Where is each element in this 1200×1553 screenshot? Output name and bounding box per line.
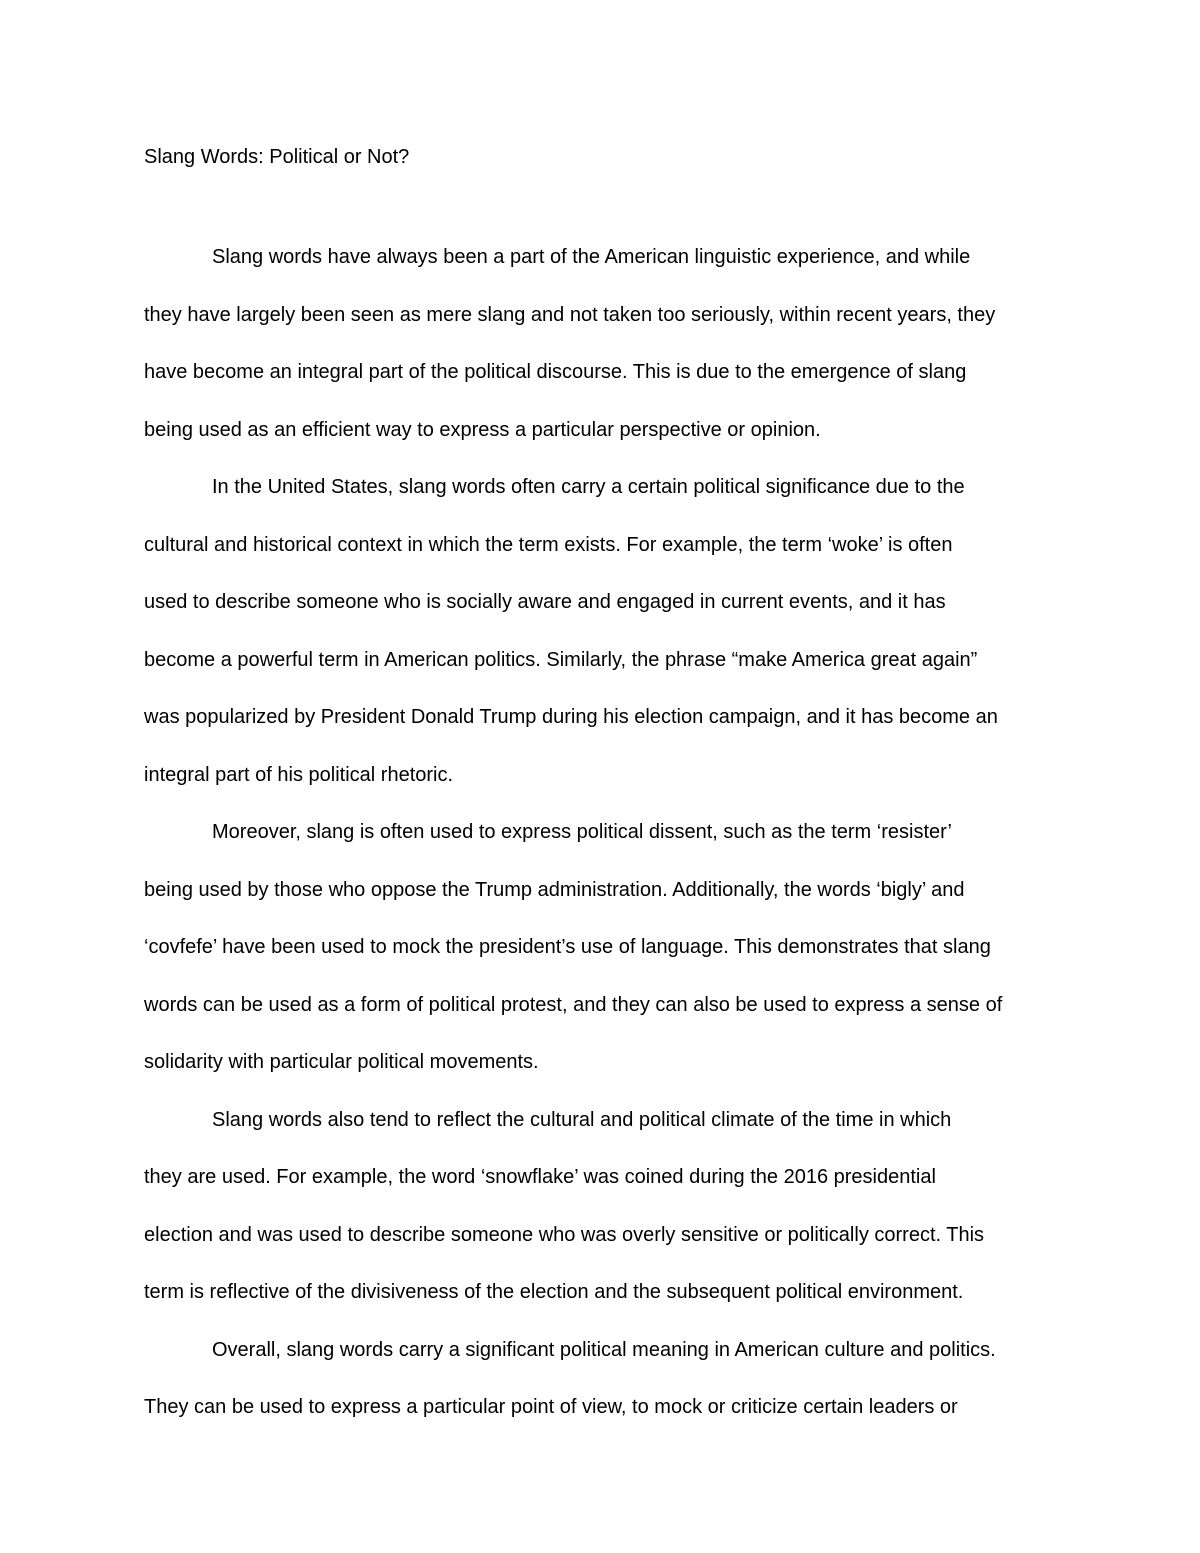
paragraph-4: [144, 1092, 1064, 1322]
paragraph-3: [144, 804, 1064, 1092]
paragraph-line: cultural and historical context in which the term exists. For example, the term ‘woke’ is often: [144, 533, 953, 556]
paragraph-line: They can be used to express a particular point of view, to mock or criticize certain leaders or: [144, 1396, 958, 1418]
paragraph-2: [144, 459, 1064, 804]
paragraph-line: integral part of his political rhetoric.: [144, 763, 454, 786]
paragraph-line: being used as an efficient way to express a particular perspective or opinion.: [144, 418, 821, 441]
paragraph-line: they have largely been seen as mere slang and not taken too seriously, within recent years, they: [144, 303, 996, 326]
paragraph-line: In the United States, slang words often carry a certain political significance due to the: [212, 476, 965, 498]
paragraph-line: words can be used as a form of political protest, and they can also be used to express a sense of: [144, 993, 1003, 1016]
paragraph-line: used to describe someone who is socially aware and engaged in current events, and it has: [144, 591, 946, 613]
document-title: Slang Words: Political or Not?: [144, 146, 410, 168]
paragraph-line: Slang words also tend to reflect the cultural and political climate of the time in which: [212, 1108, 952, 1131]
paragraph-line: Overall, slang words carry a significant political meaning in American culture and politics.: [212, 1338, 996, 1361]
paragraph-line: being used by those who oppose the Trump administration. Additionally, the words ‘bigly’ and: [144, 878, 965, 901]
paragraph-line: have become an integral part of the political discourse. This is due to the emergence of slang: [144, 361, 967, 383]
document-body: [144, 143, 1064, 1437]
paragraph-line: Slang words have always been a part of the American linguistic experience, and while: [212, 246, 971, 268]
paragraph-line: ‘covfefe’ have been used to mock the president’s use of language. This demonstrates that slang: [144, 936, 991, 958]
paragraph-line: term is reflective of the divisiveness of the election and the subsequent political environment.: [144, 1281, 964, 1303]
paragraph-line: become a powerful term in American politics. Similarly, the phrase “make America great again”: [144, 648, 978, 671]
paragraph-line: they are used. For example, the word ‘snowflake’ was coined during the 2016 presidential: [144, 1166, 936, 1188]
paragraph-line: was popularized by President Donald Trump during his election campaign, and it has become an: [144, 706, 998, 728]
paragraph-line: election and was used to describe someone who was overly sensitive or politically correct. This: [144, 1223, 985, 1246]
paragraph-5: [144, 1322, 1064, 1437]
paragraph-1: [144, 229, 1064, 459]
paragraph-line: solidarity with particular political movements.: [144, 1051, 539, 1073]
paragraph-line: Moreover, slang is often used to express political dissent, such as the term ‘resister’: [212, 821, 952, 843]
